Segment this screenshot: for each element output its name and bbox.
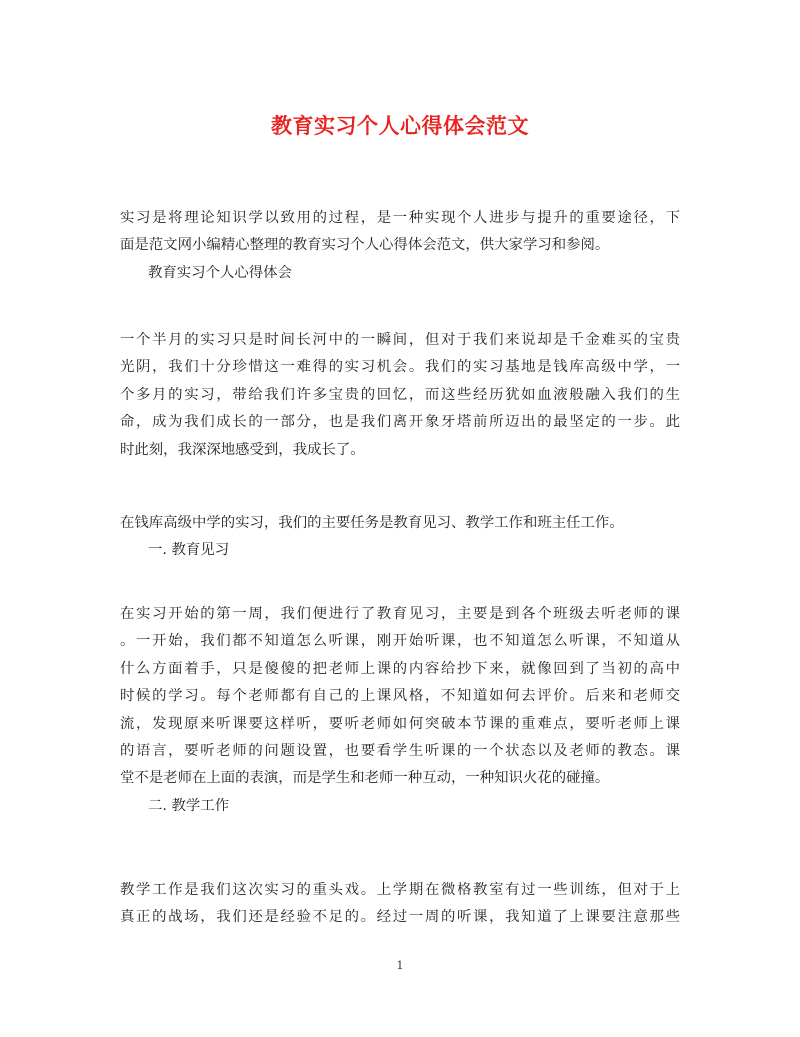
text-line: 什么方面着手，只是傻傻的把老师上课的内容给抄下来，就像回到了当初的高中: [120, 660, 680, 677]
document-title: 教育实习个人心得体会范文: [271, 114, 529, 138]
text-line: 教学工作是我们这次实习的重头戏。上学期在微格教室有过一些训练，但对于上: [120, 882, 680, 898]
text-line: 时候的学习。每个老师都有自己的上课风格，不知道如何去评价。后来和老师交: [120, 688, 680, 705]
paragraph-3: [120, 601, 680, 820]
text-line: 一个半月的实习只是时间长河中的一瞬间，但对于我们来说却是千金难买的宝贵: [120, 332, 680, 348]
section-heading-2: 二. 教学工作: [148, 797, 230, 814]
text-line: 流，发现原来听课要这样听，要听老师如何突破本节课的重难点，要听老师上课: [120, 715, 680, 732]
page-number: 1: [396, 959, 404, 972]
text-line: 个多月的实习，带给我们许多宝贵的回忆，而这些经历犹如血液般融入我们的生: [120, 386, 680, 403]
intro-paragraph: [120, 205, 680, 287]
paragraph-4: [120, 877, 680, 932]
text-line: 的语言，要听老师的问题设置，也要看学生听课的一个状态以及老师的教态。课: [120, 742, 680, 759]
text-line: 实习是将理论知识学以致用的过程，是一种实现个人进步与提升的重要途径，下: [120, 210, 680, 226]
section-heading-1: 一. 教育见习: [148, 542, 230, 559]
paragraph-2: [120, 510, 680, 565]
text-line: 面是范文网小编精心整理的教育实习个人心得体会范文，供大家学习和参阅。: [120, 237, 610, 254]
text-line: 堂不是老师在上面的表演，而是学生和老师一种互动，一种知识火花的碰撞。: [120, 770, 610, 787]
text-line: 。一开始，我们都不知道怎么听课，刚开始听课，也不知道怎么听课，不知道从: [120, 633, 680, 650]
text-line: 在实习开始的第一周，我们便进行了教育见习，主要是到各个班级去听老师的课: [120, 606, 680, 622]
text-line: 光阴，我们十分珍惜这一难得的实习机会。我们的实习基地是钱库高级中学，一: [120, 359, 680, 376]
paragraph-1: [120, 327, 680, 464]
text-line: 命，成为我们成长的一部分，也是我们离开象牙塔前所迈出的最坚定的一步。此: [120, 414, 680, 431]
text-line: 时此刻，我深深地感受到，我成长了。: [120, 441, 365, 458]
text-line: 在钱库高级中学的实习，我们的主要任务是教育见习、教学工作和班主任工作。: [120, 515, 624, 531]
section-subtitle: 教育实习个人心得体会: [148, 264, 292, 281]
text-line: 真正的战场，我们还是经验不足的。经过一周的听课，我知道了上课要注意那些: [120, 909, 680, 926]
